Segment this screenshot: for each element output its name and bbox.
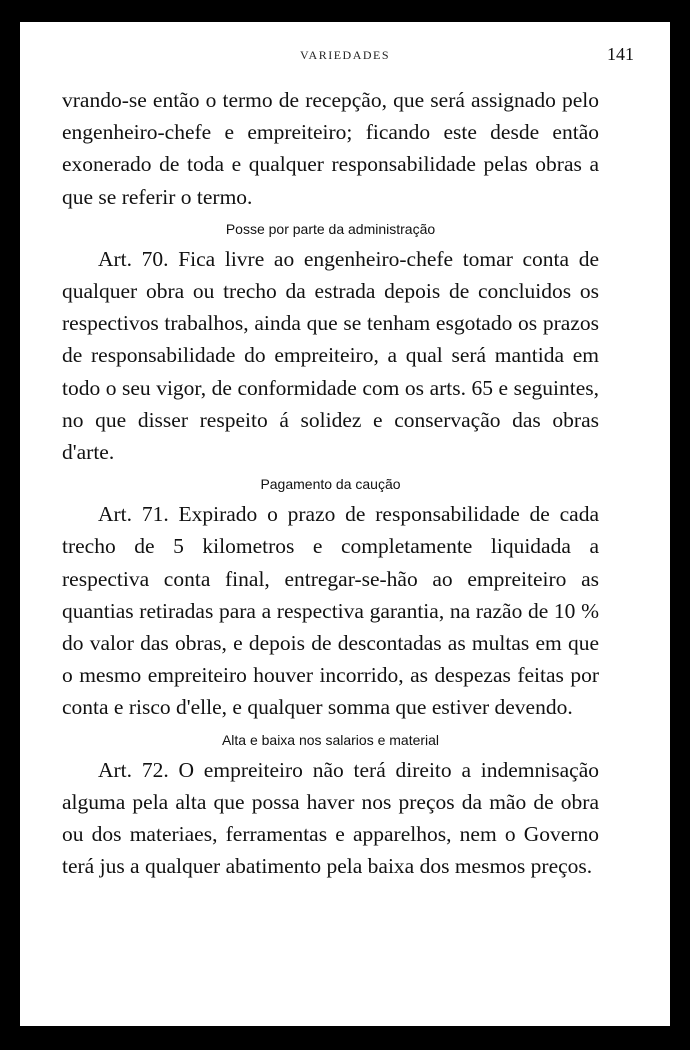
book-page bbox=[20, 22, 670, 1026]
running-head: VARIEDADES bbox=[299, 48, 391, 62]
paragraph-art-70: Art. 70. Fica livre ao engenheiro-chefe tomar conta de qualquer obra ou trecho da estrada depois de concluidos os respectivos trabalhos, ainda que se tenham esgotado os prazos de responsabilidade do empreiteiro, a qual será mantida em todo o seu vigor, de conformidade com os arts. 65 e seguintes, no que disser respeito á solidez e conservação das obras d'arte. bbox=[62, 246, 599, 465]
page-header bbox=[20, 42, 670, 66]
paragraph-art-71: Art. 71. Expirado o prazo de responsabilidade de cada trecho de 5 kilometros e completamente liquidada a respectiva conta final, entregar-se-hão ao empreiteiro as quantias retiradas para a respectiva garantia, na razão de 10 % do valor das obras, e depois de descontadas as multas em que o mesmo empreiteiro houver incorrido, as despezas feitas por conta e risco d'elle, e qualquer somma que estiver devendo. bbox=[62, 502, 599, 720]
page-body bbox=[62, 84, 599, 882]
paragraph-art-72: Art. 72. O empreiteiro não terá direito a indemnisação alguma pela alta que possa haver nos preços da mão de obra ou dos materiaes, ferramentas e apparelhos, nem o Governo terá jus a qualquer abatimento pela baixa dos mesmos preços. bbox=[62, 757, 599, 879]
section-title-posse: Posse por parte da administração bbox=[225, 220, 436, 237]
paragraph-continuation: vrando-se então o termo de recepção, que será assignado pelo engenheiro-chefe e empreiteiro; ficando este desde então exonerado de toda e qualquer responsabilidade pelas obras a que se referir o termo. bbox=[62, 88, 599, 209]
section-title-alta-baixa: Alta e baixa nos salarios e material bbox=[221, 731, 440, 748]
section-title-pagamento: Pagamento da caução bbox=[260, 476, 401, 493]
page-number: 141 bbox=[607, 44, 634, 64]
